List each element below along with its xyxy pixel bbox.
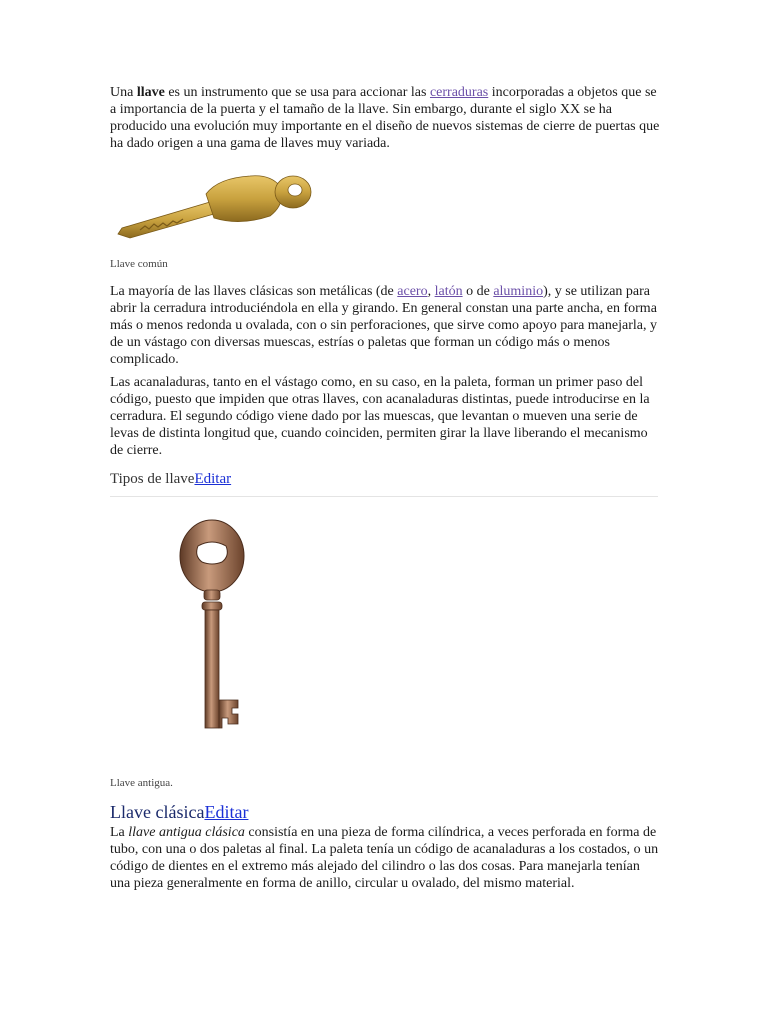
modern-key-hole xyxy=(288,184,302,196)
intro-bold-term: llave xyxy=(136,85,165,100)
para2-text-3: o de xyxy=(462,284,494,299)
section-title-clasica: Llave clásica xyxy=(110,802,205,822)
section-heading-tipos xyxy=(110,471,231,488)
laton-link[interactable]: latón xyxy=(434,284,463,299)
modern-key-bow xyxy=(206,176,282,222)
intro-text-2: es un instrumento que se usa para accionar las xyxy=(164,85,430,100)
antique-key-bow-hole xyxy=(197,542,228,564)
figure-caption-antique-key: Llave antigua. xyxy=(110,777,173,789)
para2-text-1: La mayoría de las llaves clásicas son metálicas (de xyxy=(110,284,398,299)
intro-text-3: incorporadas a objetos que se a importancia de la puerta y el tamaño de la llave. Sin embargo, durante el siglo XX se ha producido una evolución muy importante en el diseño de nuevos sistemas de cierre de puertas que ha dado origen a una gama de llaves muy variada. xyxy=(110,85,660,151)
section-heading-clasica xyxy=(110,802,248,823)
para4-italic-term: llave antigua clásica xyxy=(128,825,245,840)
intro-paragraph xyxy=(110,84,660,152)
antique-key-paragraph xyxy=(110,824,660,892)
antique-key-shank xyxy=(205,610,219,728)
section-divider xyxy=(110,496,658,497)
edit-clasica-link[interactable]: Editar xyxy=(204,802,249,822)
para4-text-1: La xyxy=(110,825,129,840)
grooves-paragraph: Las acanaladuras, tanto en el vástago como, en su caso, en la paleta, forman un primer paso del código, puesto que impiden que otras llaves, con acanaladuras distintas, puede introducirse en la cerradura. El segundo código viene dado por las muescas, que levantan o mueven una serie de levas de distinta longitud que, cuando coinciden, permiten girar la llave liberando el mecanismo de cierre. xyxy=(110,375,650,458)
antique-key-image xyxy=(176,518,248,746)
figure-caption-common-key: Llave común xyxy=(110,258,168,270)
aluminio-link[interactable]: aluminio xyxy=(493,284,544,299)
cerraduras-link[interactable]: cerraduras xyxy=(429,85,489,100)
modern-key-blade xyxy=(118,202,214,238)
section-title-tipos: Tipos de llave xyxy=(110,471,195,487)
para4-text-2: consistía en una pieza de forma cilíndrica, a veces perforada en forma de tubo, con una o dos paletas al final. La paleta tenía un código de acanaladuras a los costados, o un código de dientes en el extremo más alejado del cilindro o las dos cosas. Para manejarla tenían una pieza generalmente en forma de anillo, circular u ovalado, del mismo material. xyxy=(110,825,659,891)
intro-text-1: Una xyxy=(110,85,137,100)
para2-text-4: ), y se utilizan para abrir la cerradura introduciéndola en ella y girando. En general constan una parte ancha, en forma más o menos redonda u ovalada, con o sin perforaciones, que sirve como apoyo para manejarla, y de un vástago con diversas muescas, estrías o paletas que forman un código más o menos complicado. xyxy=(110,284,657,367)
document-page xyxy=(110,84,660,891)
para2-text-2: , xyxy=(427,284,435,299)
edit-tipos-link[interactable]: Editar xyxy=(194,471,232,487)
classic-keys-paragraph xyxy=(110,283,660,368)
acero-link[interactable]: acero xyxy=(397,284,428,299)
modern-key-image xyxy=(110,164,314,248)
antique-key-bit xyxy=(219,700,238,728)
